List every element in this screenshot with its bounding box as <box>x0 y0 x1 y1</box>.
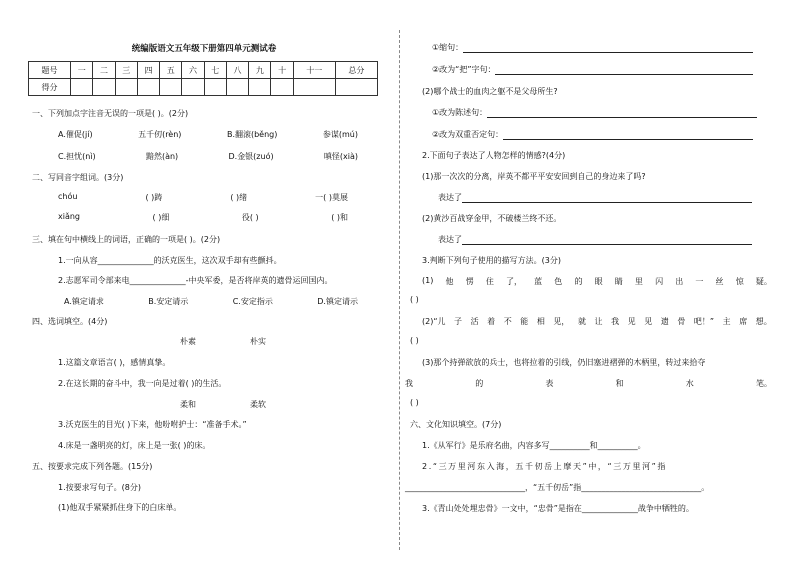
q2-row1 <box>58 192 348 203</box>
sentence-char: 活 <box>470 317 479 326</box>
sentence-char: 住 <box>485 277 494 286</box>
score-header-cell: 八 <box>226 62 248 79</box>
q1-option: 参谋(mú) <box>322 130 358 139</box>
sentence-char: 里 <box>634 277 643 286</box>
score-cell[interactable] <box>335 79 377 96</box>
q4-heading: 四、选词填空。(4分) <box>32 317 108 326</box>
r-answer-blank: ( ) <box>410 336 419 345</box>
sentence-char: 见 <box>627 317 636 326</box>
score-header-cell: 三 <box>115 62 137 79</box>
score-header-cell: 一 <box>71 62 93 79</box>
q1-option: 嗔怪(xià) <box>323 152 358 161</box>
sentence-char: 色 <box>554 277 563 286</box>
sentence-char: 能 <box>520 317 529 326</box>
sentence-char: 表 <box>545 379 554 388</box>
sentence-char: 的 <box>475 379 484 388</box>
exam-title: 统编版语文五年级下册第四单元测试卷 <box>131 44 277 54</box>
r-description-sentence3: (3)那个持弹欲放的兵士，也将拉着的引线，仍旧塞进褶弹的木柄里，转过来拾夺 <box>422 358 706 367</box>
word-blank: ( )和 <box>331 213 348 222</box>
r-ba-sentence-label: ②改为“把”字句： <box>432 64 753 75</box>
q3-option: A.镇定请求 <box>64 297 104 306</box>
q3-heading: 三、填在句中横线上的词语，正确的一项是( )。(2分) <box>32 235 221 244</box>
pinyin: xiǎng <box>58 212 81 221</box>
score-header-cell: 总分 <box>335 62 377 79</box>
score-cell[interactable] <box>271 79 293 96</box>
word-blank: ( )踌 <box>145 193 163 202</box>
word-blank: 役( ) <box>241 213 259 222</box>
q5-sub1a: (1)他双手紧紧抓住身下的白床单。 <box>58 503 182 512</box>
q1-option: D.金银(zuó) <box>228 152 274 161</box>
r-express-label: 表达了 <box>438 234 752 245</box>
sentence-char: 一 <box>695 277 704 286</box>
score-header-cell: 五 <box>160 62 182 79</box>
q4-sentence1: 1.这篇文章语言( )，感情真挚。 <box>58 358 171 367</box>
r-question-2: (2)哪个战士的血肉之躯不是父母所生? <box>422 87 558 96</box>
q1-option: C.担忧(nì) <box>58 152 96 161</box>
r-culture-q2-cont: ______________________________，“五千仞岳”指______________________________。 <box>405 483 710 492</box>
score-header-cell: 六 <box>182 62 204 79</box>
r-abbreviate-label: ①缩句： <box>432 42 753 53</box>
q4-word-choice: 朴素 <box>180 337 196 346</box>
score-cell[interactable] <box>115 79 137 96</box>
sentence-char: 水 <box>685 379 694 388</box>
sentence-char: 想。 <box>755 317 772 326</box>
q5-sub1: 1.按要求写句子。(8分) <box>58 483 141 492</box>
q4-word-choice: 朴实 <box>250 337 266 346</box>
r-declarative-label: ①改为陈述句： <box>432 107 757 118</box>
q1-option: A.催促(jí) <box>58 130 93 139</box>
r-culture-q3: 3.《青山处处埋忠骨》一文中，“忠骨”是指在______________战争中牺牲的。 <box>422 504 694 513</box>
score-header-cell: 四 <box>137 62 159 79</box>
sentence-char: 吧！” <box>693 317 715 326</box>
word-blank: ( )绪 <box>230 193 248 202</box>
score-header-cell: 十 <box>271 62 293 79</box>
sentence-char: 疑。 <box>755 277 772 286</box>
q4-sentence4: 4.床是一盏明亮的灯，床上是一张( )的床。 <box>58 441 211 450</box>
sentence-char: 着 <box>487 317 496 326</box>
q3-sentence1: 1.一向从容______________的沃克医生，这次双手却有些颤抖。 <box>58 256 282 265</box>
score-cell[interactable] <box>249 79 271 96</box>
r-description-sentence3-cont <box>405 378 772 389</box>
score-header-cell: 十一 <box>293 62 335 79</box>
r-culture-heading: 六、文化知识填空。(7分) <box>410 420 502 429</box>
q4-sentence3: 3.沃克医生的目光( )下来，他吩咐护士：“准备手术。” <box>58 420 247 429</box>
r-emotion-sentence1: (1)那一次次的分离，岸英不都平平安安回到自己的身边来了吗? <box>422 172 646 181</box>
q4-sentence2: 2.在这长期的奋斗中，我一向是过着( )的生活。 <box>58 379 227 388</box>
pinyin: chóu <box>58 192 78 201</box>
sentence-char: 让 <box>594 317 603 326</box>
sentence-char: 笔。 <box>755 379 772 388</box>
score-row-label: 得分 <box>29 79 71 96</box>
score-header-row <box>29 62 378 79</box>
sentence-char: 就 <box>577 317 586 326</box>
sentence-char: 睛 <box>614 277 623 286</box>
sentence-char: 见， <box>553 317 570 326</box>
score-cell[interactable] <box>160 79 182 96</box>
sentence-char: 骨 <box>677 317 686 326</box>
sentence-char: 和 <box>615 379 624 388</box>
q3-sentence2: 2.志愿军司令部来电______________-中央军委，是否将岸英的遗骨运回国内。 <box>58 276 333 285</box>
fold-line <box>399 30 400 550</box>
r-emotion-heading: 2.下面句子表达了人物怎样的情感?(4分) <box>422 151 566 160</box>
sentence-char: 子 <box>454 317 463 326</box>
sentence-char: 眼 <box>594 277 603 286</box>
q5-heading: 五、按要求完成下列各题。(15分) <box>32 462 153 471</box>
r-description-sentence1 <box>422 276 772 287</box>
q1-option: B.翻滚(běng) <box>226 130 278 139</box>
sentence-char: 主 <box>722 317 731 326</box>
sentence-char: 蓝 <box>534 277 543 286</box>
sentence-char: 他 <box>445 277 454 286</box>
sentence-char: 丝 <box>715 277 724 286</box>
score-cell[interactable] <box>93 79 115 96</box>
score-header-cell: 二 <box>93 62 115 79</box>
score-header-label: 题号 <box>29 62 71 79</box>
r-culture-q1: 1.《从军行》是乐府名曲，内容多写__________和__________。 <box>422 441 646 450</box>
r-answer-blank: ( ) <box>410 398 419 407</box>
r-description-sentence2 <box>422 316 772 327</box>
q4-word-choice: 柔软 <box>250 400 266 409</box>
sentence-char: 我 <box>405 379 413 388</box>
r-answer-blank: ( ) <box>410 295 419 304</box>
q3-option: C.安定指示 <box>232 297 273 306</box>
score-cell[interactable] <box>182 79 204 96</box>
r-culture-q2: 2.“三万里河东入海，五千仞岳上摩天”中，“三万里河”指 <box>422 462 668 471</box>
score-value-row <box>29 79 378 96</box>
sentence-char: 愣 <box>465 277 474 286</box>
sentence-char: 惊 <box>735 277 744 286</box>
q1-options-row2 <box>58 151 358 162</box>
score-cell[interactable] <box>293 79 335 96</box>
sentence-char: 不 <box>503 317 512 326</box>
q1-option: 黯然(àn) <box>145 152 179 161</box>
sentence-char: 出 <box>675 277 684 286</box>
score-cell[interactable] <box>71 79 93 96</box>
q2-heading: 二、写同音字组词。(3分) <box>32 173 124 182</box>
q2-row2 <box>58 212 348 223</box>
sentence-char: 了， <box>505 277 522 286</box>
sentence-char: (2)“儿 <box>422 317 446 326</box>
score-cell[interactable] <box>204 79 226 96</box>
sentence-char: 的 <box>574 277 583 286</box>
r-description-heading: 3.判断下列句子使用的描写方法。(3分) <box>422 256 561 265</box>
q3-option: D.镇定请示 <box>317 297 358 306</box>
score-header-cell: 七 <box>204 62 226 79</box>
score-cell[interactable] <box>137 79 159 96</box>
r-emotion-sentence2: (2)黄沙百战穿金甲，不破楼兰终不还。 <box>422 214 562 223</box>
q4-word-choice: 柔和 <box>180 400 196 409</box>
q1-options-row1 <box>58 129 358 140</box>
q1-option: 五千仞(rèn) <box>138 130 182 139</box>
sentence-char: 遗 <box>660 317 669 326</box>
sentence-char: 闪 <box>655 277 664 286</box>
q3-option: B.安定请示 <box>148 297 189 306</box>
word-blank: ( )细 <box>152 213 170 222</box>
q3-options <box>64 296 358 307</box>
sentence-char: (1) <box>422 276 434 285</box>
sentence-char: 席 <box>739 317 748 326</box>
word-blank: 一( )莫展 <box>315 193 348 202</box>
score-table <box>28 61 378 96</box>
r-double-negative-label: ②改为双重否定句： <box>432 129 753 140</box>
sentence-char: 我 <box>611 317 620 326</box>
sentence-char: 见 <box>644 317 653 326</box>
q1-heading: 一、下列加点字注音无误的一项是( )。(2分) <box>32 109 189 118</box>
score-cell[interactable] <box>226 79 248 96</box>
score-header-cell: 九 <box>249 62 271 79</box>
r-express-label: 表达了 <box>438 192 752 203</box>
sentence-char: 相 <box>536 317 545 326</box>
